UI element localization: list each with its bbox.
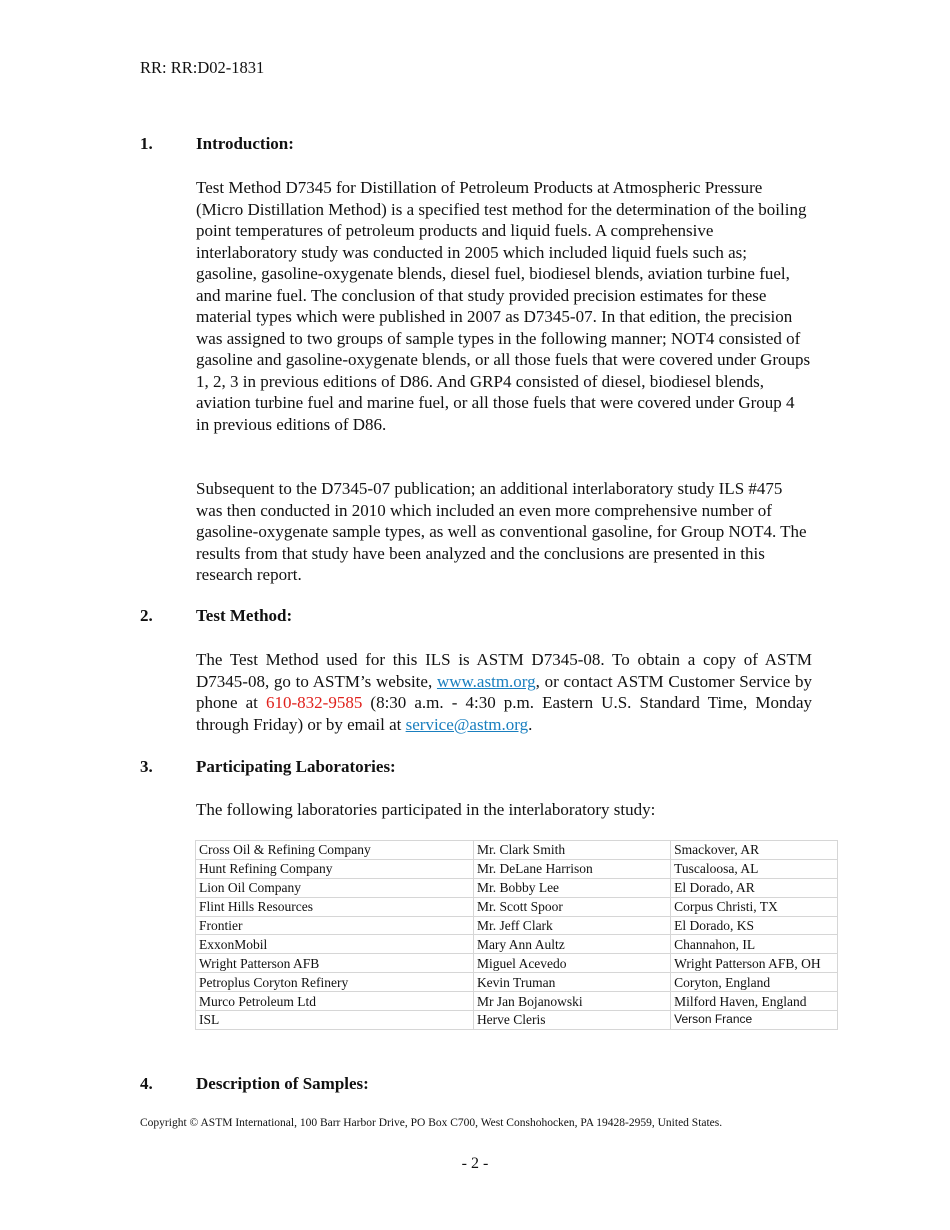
lab-company: Murco Petroleum Ltd xyxy=(196,992,474,1011)
section-heading-description-of-samples xyxy=(140,1074,369,1094)
section-heading-introduction xyxy=(140,134,294,154)
test-method-text: . xyxy=(528,714,533,734)
table-row xyxy=(196,992,838,1011)
lab-location: Tuscaloosa, AL xyxy=(671,859,838,878)
test-method-text: (8:30 a.m. - 4:30 p.m. Eastern U.S. Standard Time, Monday through Friday) or by email at xyxy=(196,693,812,734)
lab-company: ISL xyxy=(196,1011,474,1030)
section-heading-participating-labs xyxy=(140,757,396,777)
table-row xyxy=(196,954,838,973)
email-link[interactable]: service@astm.org xyxy=(405,714,529,734)
lab-location: El Dorado, AR xyxy=(671,878,838,897)
lab-location: El Dorado, KS xyxy=(671,916,838,935)
table-row xyxy=(196,878,838,897)
lab-company: Frontier xyxy=(196,916,474,935)
lab-company: Petroplus Coryton Refinery xyxy=(196,973,474,992)
lab-location: Corpus Christi, TX xyxy=(671,897,838,916)
intro-paragraph-1: Test Method D7345 for Distillation of Petroleum Products at Atmospheric Pressure (Micro Distillation Method) is a specified test method for the determination of the boiling point temperatures of petroleum products and liquid fuels. A comprehensive interlaboratory study was conducted in 2005 which included liquid fuels such as; gasoline, gasoline-oxygenate blends, diesel fuel, biodiesel blends, aviation turbine fuel, and marine fuel. The conclusion of that study provided precision estimates for these material types which were published in 2007 as D7345-07. In that edition, the precision was assigned to two groups of sample types in the following manner; NOT4 consisted of gasoline and gasoline-oxygenate blends, or all those fuels that were covered under Groups 1, 2, 3 in previous editions of D86. And GRP4 consisted of diesel, biodiesel blends, aviation turbine fuel and marine fuel, or all those fuels that were covered under Group 4 in previous editions of D86. xyxy=(196,178,811,434)
lab-location: Verson France xyxy=(671,1011,838,1030)
lab-contact: Mr. Jeff Clark xyxy=(473,916,670,935)
table-row xyxy=(196,841,838,860)
lab-contact: Mr. Scott Spoor xyxy=(473,897,670,916)
test-method-text: , or contact ASTM Customer Service by phone at xyxy=(196,671,812,712)
document-header: RR: RR:D02-1831 xyxy=(140,58,265,77)
lab-contact: Kevin Truman xyxy=(473,973,670,992)
test-method-text: The Test Method used for this ILS is ASTM D7345-08. To obtain a copy of ASTM D7345-08, go to ASTM’s website, xyxy=(196,650,812,691)
lab-company: ExxonMobil xyxy=(196,935,474,954)
lab-location: Milford Haven, England xyxy=(671,992,838,1011)
lab-company: Wright Patterson AFB xyxy=(196,954,474,973)
lab-location: Channahon, IL xyxy=(671,935,838,954)
lab-contact: Mr. Bobby Lee xyxy=(473,878,670,897)
lab-contact: Miguel Acevedo xyxy=(473,954,670,973)
lab-contact: Mr Jan Bojanowski xyxy=(473,992,670,1011)
website-link[interactable]: www.astm.org xyxy=(436,671,536,691)
phone-number: 610-832-9585 xyxy=(266,693,363,712)
lab-company: Cross Oil & Refining Company xyxy=(196,841,474,860)
lab-contact: Herve Cleris xyxy=(473,1011,670,1030)
lab-contact: Mr. Clark Smith xyxy=(473,841,670,860)
laboratories-table xyxy=(195,840,838,1030)
lab-company: Flint Hills Resources xyxy=(196,897,474,916)
section-title: Description of Samples: xyxy=(196,1074,369,1093)
test-method-paragraph xyxy=(196,649,812,735)
table-row xyxy=(196,935,838,954)
lab-location: Smackover, AR xyxy=(671,841,838,860)
section-title: Participating Laboratories: xyxy=(196,757,396,776)
table-row xyxy=(196,973,838,992)
section-heading-test-method xyxy=(140,606,292,626)
lab-company: Lion Oil Company xyxy=(196,878,474,897)
table-row xyxy=(196,859,838,878)
copyright-footer: Copyright © ASTM International, 100 Barr Harbor Drive, PO Box C700, West Conshohocken, PA 19428-2959, United States. xyxy=(140,1117,723,1129)
section-number: 4. xyxy=(140,1074,153,1093)
section-number: 2. xyxy=(140,606,153,625)
lab-location: Coryton, England xyxy=(671,973,838,992)
section-title: Introduction: xyxy=(196,134,294,153)
intro-paragraph-2: Subsequent to the D7345-07 publication; an additional interlaboratory study ILS #475 was then conducted in 2010 which included an even more comprehensive number of gasoline-oxygenate sample types, as well as conventional gasoline, for Group NOT4. The results from that study have been analyzed and the conclusions are presented in this research report. xyxy=(196,479,807,584)
labs-intro-text: The following laboratories participated in the interlaboratory study: xyxy=(196,800,656,819)
lab-location: Wright Patterson AFB, OH xyxy=(671,954,838,973)
section-number: 1. xyxy=(140,134,153,153)
section-title: Test Method: xyxy=(196,606,293,625)
table-row xyxy=(196,916,838,935)
table-row xyxy=(196,897,838,916)
table-row xyxy=(196,1011,838,1030)
lab-contact: Mr. DeLane Harrison xyxy=(473,859,670,878)
lab-contact: Mary Ann Aultz xyxy=(473,935,670,954)
page-number: - 2 - xyxy=(461,1155,489,1172)
lab-company: Hunt Refining Company xyxy=(196,859,474,878)
section-number: 3. xyxy=(140,757,153,776)
